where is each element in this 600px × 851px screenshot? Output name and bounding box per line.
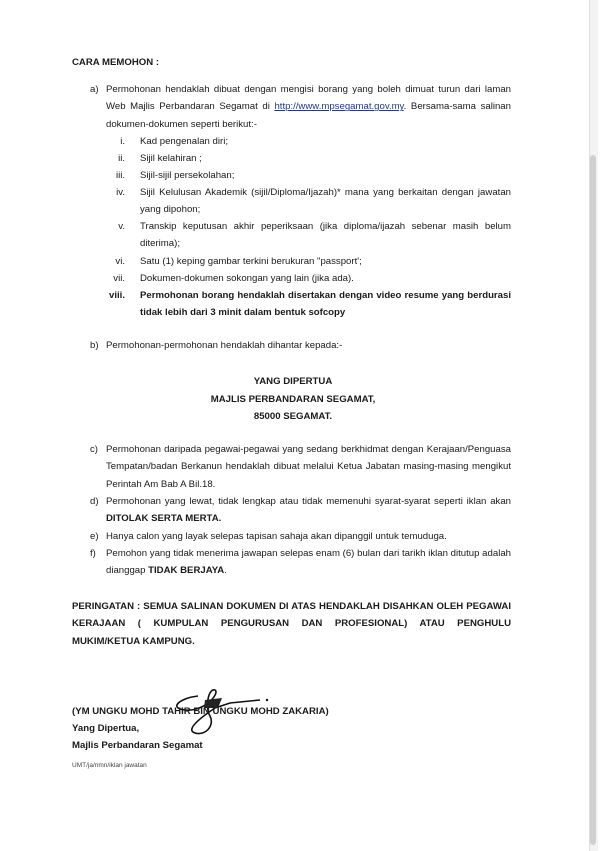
signatory-title: Yang Dipertua, <box>72 723 140 734</box>
signatory-org: Majlis Perbandaran Segamat <box>72 740 203 751</box>
item-e-label: e) <box>90 531 99 542</box>
item-f-text-body: Pemohon yang tidak menerima jawapan selepas enam (6) bulan dari tarikh iklan ditutup adalah dianggap <box>106 548 511 577</box>
section-heading: CARA MEMOHON : <box>72 57 160 68</box>
list-item-number: i. <box>120 136 125 147</box>
scrollbar-thumb[interactable] <box>590 155 596 845</box>
list-item-text: Sijil-sijil persekolahan; <box>140 170 235 181</box>
item-d-text-body: Permohonan yang lewat, tidak lengkap atau tidak memenuhi syarat-syarat seperti iklan akan <box>106 496 511 507</box>
list-item-number: viii. <box>109 290 125 301</box>
item-b-label: b) <box>90 340 99 351</box>
signatory-name: (YM UNGKU MOHD TAHIR BIN UNGKU MOHD ZAKARIA) <box>72 706 329 717</box>
website-link[interactable]: http://www.mpsegamat.gov.my <box>274 101 404 113</box>
item-f-label: f) <box>90 548 96 559</box>
item-d-bold: DITOLAK SERTA MERTA. <box>106 513 222 525</box>
list-item-text: Dokumen-dokumen sokongan yang lain (jika ada). <box>140 273 354 284</box>
list-item-text: Satu (1) keping gambar terkini berukuran "passport'; <box>140 256 362 267</box>
list-item-text: Transkip keputusan akhir peperiksaan (jika diploma/ijazah sebenar masih belum diterima); <box>140 221 511 250</box>
list-item-text: Sijil Kelulusan Akademik (sijil/Diploma/Ijazah)* mana yang berkaitan dengan jawatan yang dipohon; <box>140 187 511 216</box>
item-f-end: . <box>224 565 227 577</box>
item-d-text <box>106 493 511 528</box>
list-item-text: Kad pengenalan diri; <box>140 136 229 147</box>
list-item-number: ii. <box>118 153 125 164</box>
item-c-text: Permohonan daripada pegawai-pegawai yang sedang berkhidmat dengan Kerajaan/Penguasa Tempatan/badan Berkanun hendaklah dibuat melalui Ketua Jabatan masing-masing mengikut Perintah Am Bab A Bil.18. <box>106 444 511 490</box>
address-line-3: 85000 SEGAMAT. <box>253 411 333 422</box>
item-e-text: Hanya calon yang layak selepas tapisan sahaja akan dipanggil untuk temuduga. <box>106 531 447 542</box>
item-c-label: c) <box>90 444 98 455</box>
address-line-2: MAJLIS PERBANDARAN SEGAMAT, <box>210 394 376 405</box>
warning-note: PERINGATAN : SEMUA SALINAN DOKUMEN DI ATAS HENDAKLAH DISAHKAN OLEH PEGAWAI KERAJAAN ( KUMPULAN PENGURUSAN DAN PROFESIONAL) ATAU PENGHULU MUKIM/KETUA KAMPUNG. <box>72 601 511 647</box>
list-item-text: Permohonan borang hendaklah disertakan dengan video resume yang berdurasi tidak lebih dari 3 minit dalam bentuk sofcopy <box>140 290 511 319</box>
list-item-number: vii. <box>113 273 125 284</box>
address-line-1: YANG DIPERTUA <box>253 376 333 387</box>
list-item-number: iv. <box>116 187 125 198</box>
item-b-text: Permohonan-permohonan hendaklah dihantar kepada:- <box>106 340 343 351</box>
item-a-text-end: . Bersama-sama salinan dokumen-dokumen seperti berikut:- <box>106 101 511 130</box>
item-d-label: d) <box>90 496 99 507</box>
list-item-text: Sijil kelahiran ; <box>140 153 202 164</box>
item-f-bold: TIDAK BERJAYA <box>148 565 225 577</box>
list-item-number: v. <box>118 221 125 232</box>
item-a-text <box>106 81 511 133</box>
item-a-text-start: Permohonan hendaklah dibuat dengan mengisi borang yang boleh dimuat turun dari laman Web Majlis Perbandaran Segamat di <box>106 84 511 113</box>
item-a-label: a) <box>90 84 99 95</box>
item-f-text <box>106 545 511 580</box>
list-item-number: iii. <box>115 170 125 181</box>
reference-code: UMT/ja/nmn/iklan jawatan <box>72 762 147 769</box>
list-item-number: vi. <box>115 256 125 267</box>
